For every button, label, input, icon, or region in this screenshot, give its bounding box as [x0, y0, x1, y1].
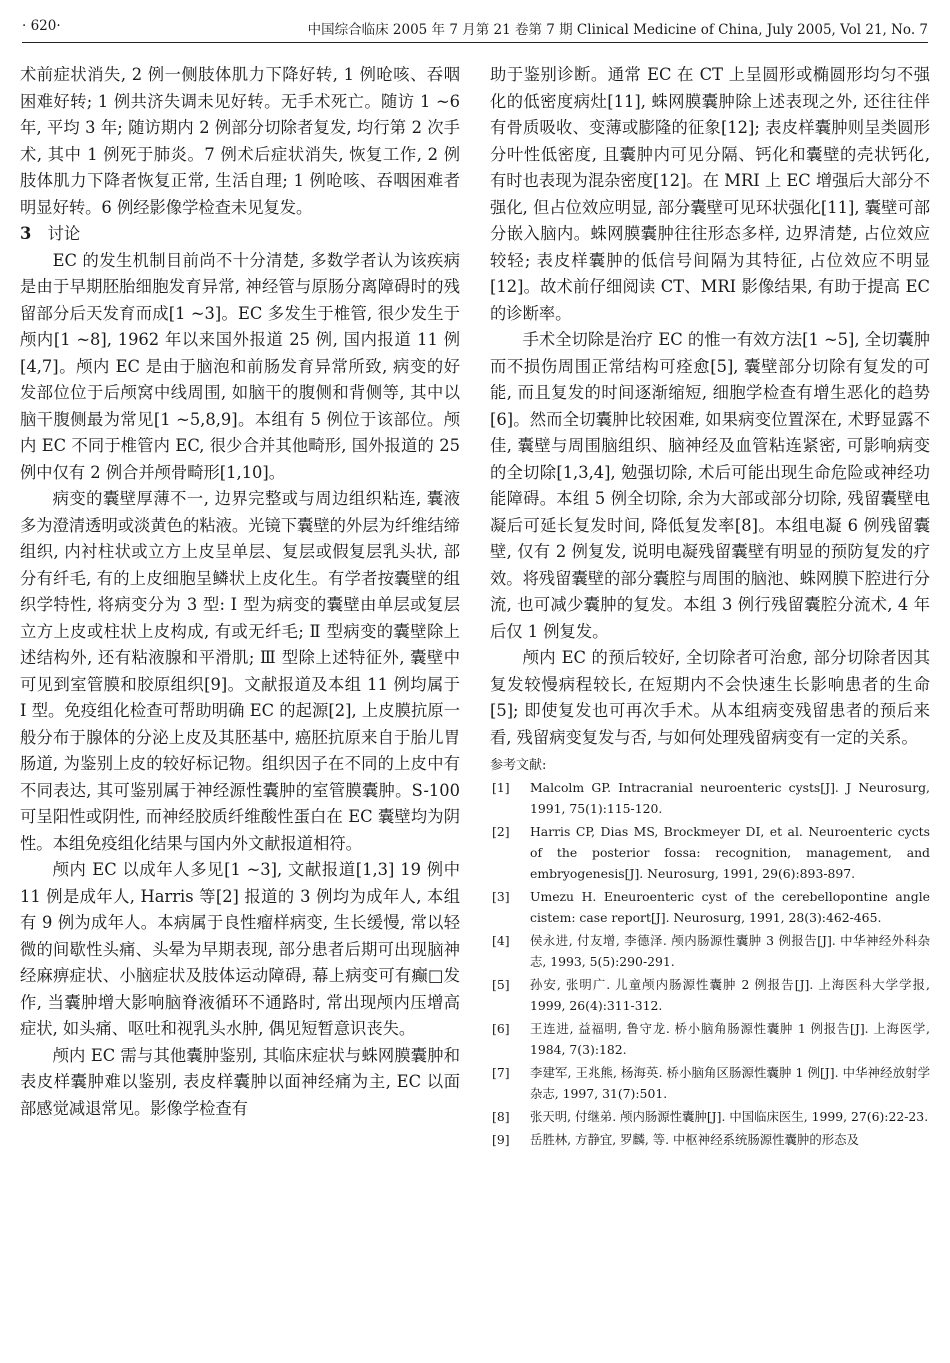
page-number: · 620· — [22, 18, 61, 34]
reference-number: [7] — [492, 1065, 510, 1080]
paragraph-continued: 术前症状消失, 2 例一侧肢体肌力下降好转, 1 例呛咳、吞咽困难好转; 1 例共济失调未见好转。无手术死亡。随访 1 ~6 年, 平均 3 年; 随访期内 2 例部分切除者复发, 均行第 2 次手术, 其中 1 例死于肺炎。7 例术后症状消失, 恢复工作, 2 例肢体肌力下降者恢复正常, 生活自理; 1 例呛咳、吞咽困难者明显好转。6 例经影像学检查未见复发。 — [20, 65, 460, 217]
reference-item — [490, 1129, 930, 1150]
reference-number: [3] — [492, 889, 510, 904]
section-title: 讨论 — [47, 224, 81, 243]
section-number: 3 — [20, 224, 32, 243]
reference-item — [490, 777, 930, 819]
reference-item — [490, 974, 930, 1016]
reference-text: 王连进, 益福明, 鲁守龙. 桥小脑角肠源性囊肿 1 例报告[J]. 上海医学, 1984, 7(3):182. — [530, 1021, 930, 1057]
reference-text: 孙安, 张明广. 儿童颅内肠源性囊肿 2 例报告[J]. 上海医科大学学报, 1999, 26(4):311-312. — [530, 977, 930, 1013]
reference-number: [2] — [492, 824, 510, 839]
reference-item — [490, 821, 930, 884]
reference-text: Umezu H. Eneuroenteric cyst of the cerebellopontine angle cistem: case report[J]. Neurosurg, 1991, 28(3):462-465. — [530, 889, 930, 925]
paragraph: 病变的囊壁厚薄不一, 边界完整或与周边组织粘连, 囊液多为澄清透明或淡黄色的粘液。光镜下囊壁的外层为纤维结缔组织, 内衬柱状或立方上皮呈单层、复层或假复层乳头状, 部分有纤毛, 有的上皮细胞呈鳞状上皮化生。有学者按囊壁的组织学特性, 将病变分为 3 型: Ⅰ 型为病变的囊壁由单层或复层立方上皮或柱状上皮构成, 有或无纤毛; Ⅱ 型病变的囊壁除上述结构外, 还有粘液腺和平滑肌; Ⅲ 型除上述特征外, 囊壁中可见到室管膜和胶原组织[9]。文献报道及本组 11 例均属于 I 型。免疫组化检查可帮助明确 EC 的起源[2], 上皮膜抗原一般分布于腺体的分泌上皮及其胚基中, 癌胚抗原来自于胎儿胃肠道, 为鉴别上皮的较好标记物。组织因子在不同的上皮中有不同表达, 其可鉴别属于神经源性囊肿的室管膜囊肿。S-100 可呈阳性或阴性, 而神经胶质纤维酸性蛋白在 EC 囊壁均为阴性。本组免疫组化结果与国内外文献报道相符。 — [20, 489, 460, 853]
reference-text: 岳胜林, 方静宜, 罗麟, 等. 中枢神经系统肠源性囊肿的形态及 — [530, 1132, 859, 1147]
reference-text: 李建军, 王兆熊, 杨海英. 桥小脑角区肠源性囊肿 1 例[J]. 中华神经放射学杂志, 1997, 31(7):501. — [530, 1065, 930, 1101]
reference-item — [490, 1018, 930, 1060]
reference-text: Harris CP, Dias MS, Brockmeyer DI, et al. Neuroenteric cycts of the posterior fossa: recognition, management, and embryogenesis[J]. Neurosurg, 1991, 29(6):893-897. — [530, 824, 930, 881]
paragraph-continued: 助于鉴别诊断。通常 EC 在 CT 上呈圆形或椭圆形均匀不强化的低密度病灶[11], 蛛网膜囊肿除上述表现之外, 还往往伴有骨质吸收、变薄或膨隆的征象[12]; 表皮样囊肿则呈类圆形分叶性低密度, 且囊肿内可见分隔、钙化和囊壁的壳状钙化, 有时也表现为混杂密度[12]。在 MRI 上 EC 增强后大部分不强化, 但占位效应明显, 部分囊壁可见环状强化[11], 囊壁可部分嵌入脑内。蛛网膜囊肿往往形态多样, 边界清楚, 占位效应较轻; 表皮样囊肿的低信号间隔为其特征, 占位效应不明显[12]。故术前仔细阅读 CT、MRI 影像结果, 有助于提高 EC 的诊断率。 — [490, 65, 930, 323]
reference-list — [490, 777, 930, 1150]
running-header — [22, 14, 928, 43]
reference-number: [8] — [492, 1109, 510, 1124]
paragraph: 颅内 EC 以成年人多见[1 ~3], 文献报道[1,3] 19 例中 11 例是成年人, Harris 等[2] 报道的 3 例均为成年人, 本组有 9 例为成年人。本病属于良性瘤样病变, 生长缓慢, 常以轻微的间歇性头痛、头晕为早期表现, 部分患者后期可出现脑神经麻痹症状、小脑症状及肢体运动障碍, 幕上病变可有癫□发作, 当囊肿增大影响脑脊液循环不通路时, 常出现颅内压增高症状, 如头痛、呕吐和视乳头水肿, 偶见短暂意识丧失。 — [20, 860, 460, 1038]
reference-text: 张天明, 付继弟. 颅内肠源性囊肿[J]. 中国临床医生, 1999, 27(6):22-23. — [530, 1109, 929, 1124]
journal-citation: 中国综合临床 2005 年 7 月第 21 卷第 7 期 Clinical Medicine of China, July 2005, Vol 21, No. 7 — [307, 22, 928, 38]
reference-number: [9] — [492, 1132, 510, 1147]
paragraph: 颅内 EC 的预后较好, 全切除者可治愈, 部分切除者因其复发较慢病程较长, 在短期内不会快速生长影响患者的生命[5]; 即使复发也可再次手术。从本组病变残留患者的预后来看, 残留病变复发与否, 与如何处理残留病变有一定的关系。 — [490, 648, 930, 747]
reference-item — [490, 886, 930, 928]
paragraph: 颅内 EC 需与其他囊肿鉴别, 其临床症状与蛛网膜囊肿和表皮样囊肿难以鉴别, 表皮样囊肿以面神经痛为主, EC 以面部感觉减退常见。影像学检查有 — [20, 1045, 460, 1118]
reference-text: Malcolm GP. Intracranial neuroenteric cysts[J]. J Neurosurg, 1991, 75(1):115-120. — [530, 780, 930, 816]
references-heading: 参考文献: — [490, 758, 547, 773]
reference-item — [490, 930, 930, 972]
reference-number: [5] — [492, 977, 510, 992]
paragraph: EC 的发生机制目前尚不十分清楚, 多数学者认为该疾病是由于早期胚胎细胞发育异常, 神经管与原肠分离障碍时的残留部分后天发育而成[1 ~3]。EC 多发生于椎管, 很少发生于颅内[1 ~8], 1962 年以来国外报道 25 例, 国内报道 11 例[4,7]。颅内 EC 是由于脑泡和前肠发育异常所致, 病变的好发部位位于后颅窝中线周围, 如脑干的腹侧和背侧等, 其中以脑干腹侧最为常见[1 ~5,8,9]。本组有 5 例位于该部位。颅内 EC 不同于椎管内 EC, 很少合并其他畸形, 国外报道的 25 例中仅有 2 例合并颅骨畸形[1,10]。 — [20, 250, 460, 482]
reference-number: [6] — [492, 1021, 510, 1036]
reference-item — [490, 1062, 930, 1104]
right-column — [490, 62, 930, 1152]
left-column — [20, 62, 460, 1122]
paragraph: 手术全切除是治疗 EC 的惟一有效方法[1 ~5], 全切囊肿而不损伤周围正常结构可痊愈[5], 囊壁部分切除有复发的可能, 而且复发的时间逐渐缩短, 细胞学检查有增生恶化的趋势[6]。然而全切囊肿比较困难, 如果病变位置深在, 术野显露不佳, 囊壁与周围脑组织、脑神经及血管粘连紧密, 可影响病变的全切除[1,3,4], 勉强切除, 术后可能出现生命危险或神经功能障碍。本组 5 例全切除, 余为大部或部分切除, 残留囊壁电凝后可延长复发时间, 降低复发率[8]。本组电凝 6 例残留囊壁, 仅有 2 例复发, 说明电凝残留囊壁有明显的预防复发的疗效。将残留囊壁的部分囊腔与周围的脑池、蛛网膜下腔进行分流, 也可减少囊肿的复发。本组 3 例行残留囊腔分流术, 4 年后仅 1 例复发。 — [490, 330, 930, 641]
reference-item — [490, 1106, 930, 1127]
section-heading — [20, 221, 460, 248]
reference-number: [1] — [492, 780, 510, 795]
reference-text: 侯永进, 付友增, 李德泽. 颅内肠源性囊肿 3 例报告[J]. 中华神经外科杂志, 1993, 5(5):290-291. — [530, 933, 930, 969]
reference-number: [4] — [492, 933, 510, 948]
